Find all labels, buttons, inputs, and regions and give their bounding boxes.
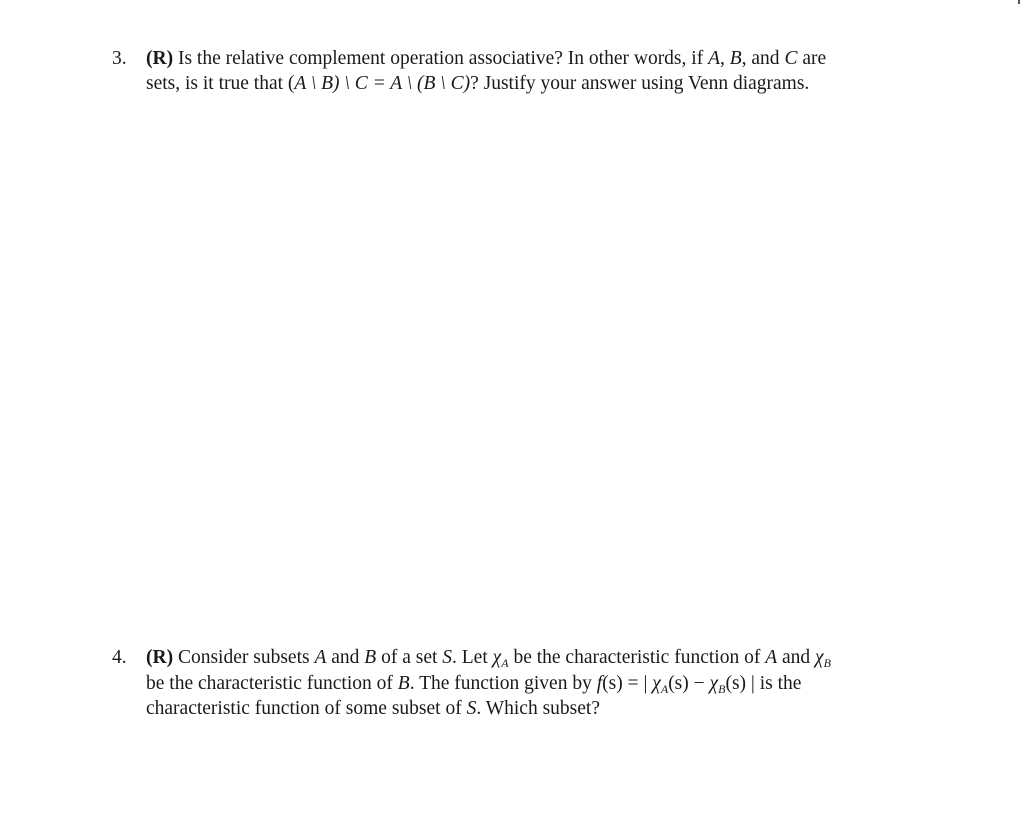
page-edge-mark (1018, 0, 1020, 4)
chi-subscript-B: B (823, 656, 831, 670)
var-B: B (397, 672, 410, 694)
text-segment: . Let (452, 647, 493, 668)
problem-4-line-1 (112, 646, 912, 672)
math-expression: (s) − (668, 672, 710, 694)
problem-3-line-2 (112, 72, 912, 97)
chi-symbol: χ (709, 672, 719, 694)
text-segment: . Which subset? (476, 698, 600, 719)
problem-number: 4. (112, 647, 127, 668)
function-f: f (596, 672, 603, 694)
var-A: A (314, 647, 327, 668)
text-segment: be the characteristic function of (146, 672, 398, 694)
text-segment: Is the relative complement operation associative? In other words, if (173, 48, 709, 69)
text-segment: sets, is it true that ( (146, 72, 295, 94)
chi-subscript-A: A (660, 681, 669, 696)
var-S: S (466, 698, 477, 719)
text-segment: are (797, 48, 827, 69)
problem-4 (112, 646, 912, 722)
problem-4-line-2 (112, 672, 912, 698)
problem-number: 3. (112, 48, 127, 69)
chi-subscript-B: B (718, 681, 726, 696)
text-segment: and (326, 647, 365, 668)
var-A: A (708, 48, 720, 69)
problem-4-line-3 (112, 697, 912, 722)
math-expression: (s) = | (602, 672, 653, 694)
problem-tag: (R) (146, 647, 174, 668)
text-segment: and (777, 647, 816, 668)
var-B: B (729, 48, 742, 69)
text-segment: , and (741, 48, 785, 69)
text-segment: characteristic function of some subset of (146, 698, 467, 719)
math-expression: A \ B) \ C = A \ (B \ C) (294, 72, 471, 94)
var-S: S (442, 647, 453, 668)
problem-3-line-1 (112, 47, 912, 72)
text-segment: of a set (376, 647, 443, 668)
chi-symbol: χ (815, 647, 824, 668)
chi-symbol: χ (652, 672, 661, 694)
problem-tag: (R) (146, 48, 174, 69)
text-segment: be the characteristic function of (508, 647, 766, 668)
text-segment: ? Justify your answer using Venn diagrams. (470, 72, 810, 94)
chi-subscript-A: A (501, 656, 509, 670)
var-B: B (364, 647, 377, 668)
text-segment: . The function given by (409, 672, 597, 694)
text-segment: Consider subsets (173, 647, 315, 668)
text-segment: , (719, 48, 730, 69)
chi-symbol: χ (492, 647, 502, 668)
var-C: C (784, 48, 798, 69)
var-A: A (765, 647, 778, 668)
text-segment: is the (754, 672, 802, 694)
math-expression: (s) | (725, 672, 755, 694)
problem-3 (112, 47, 912, 96)
